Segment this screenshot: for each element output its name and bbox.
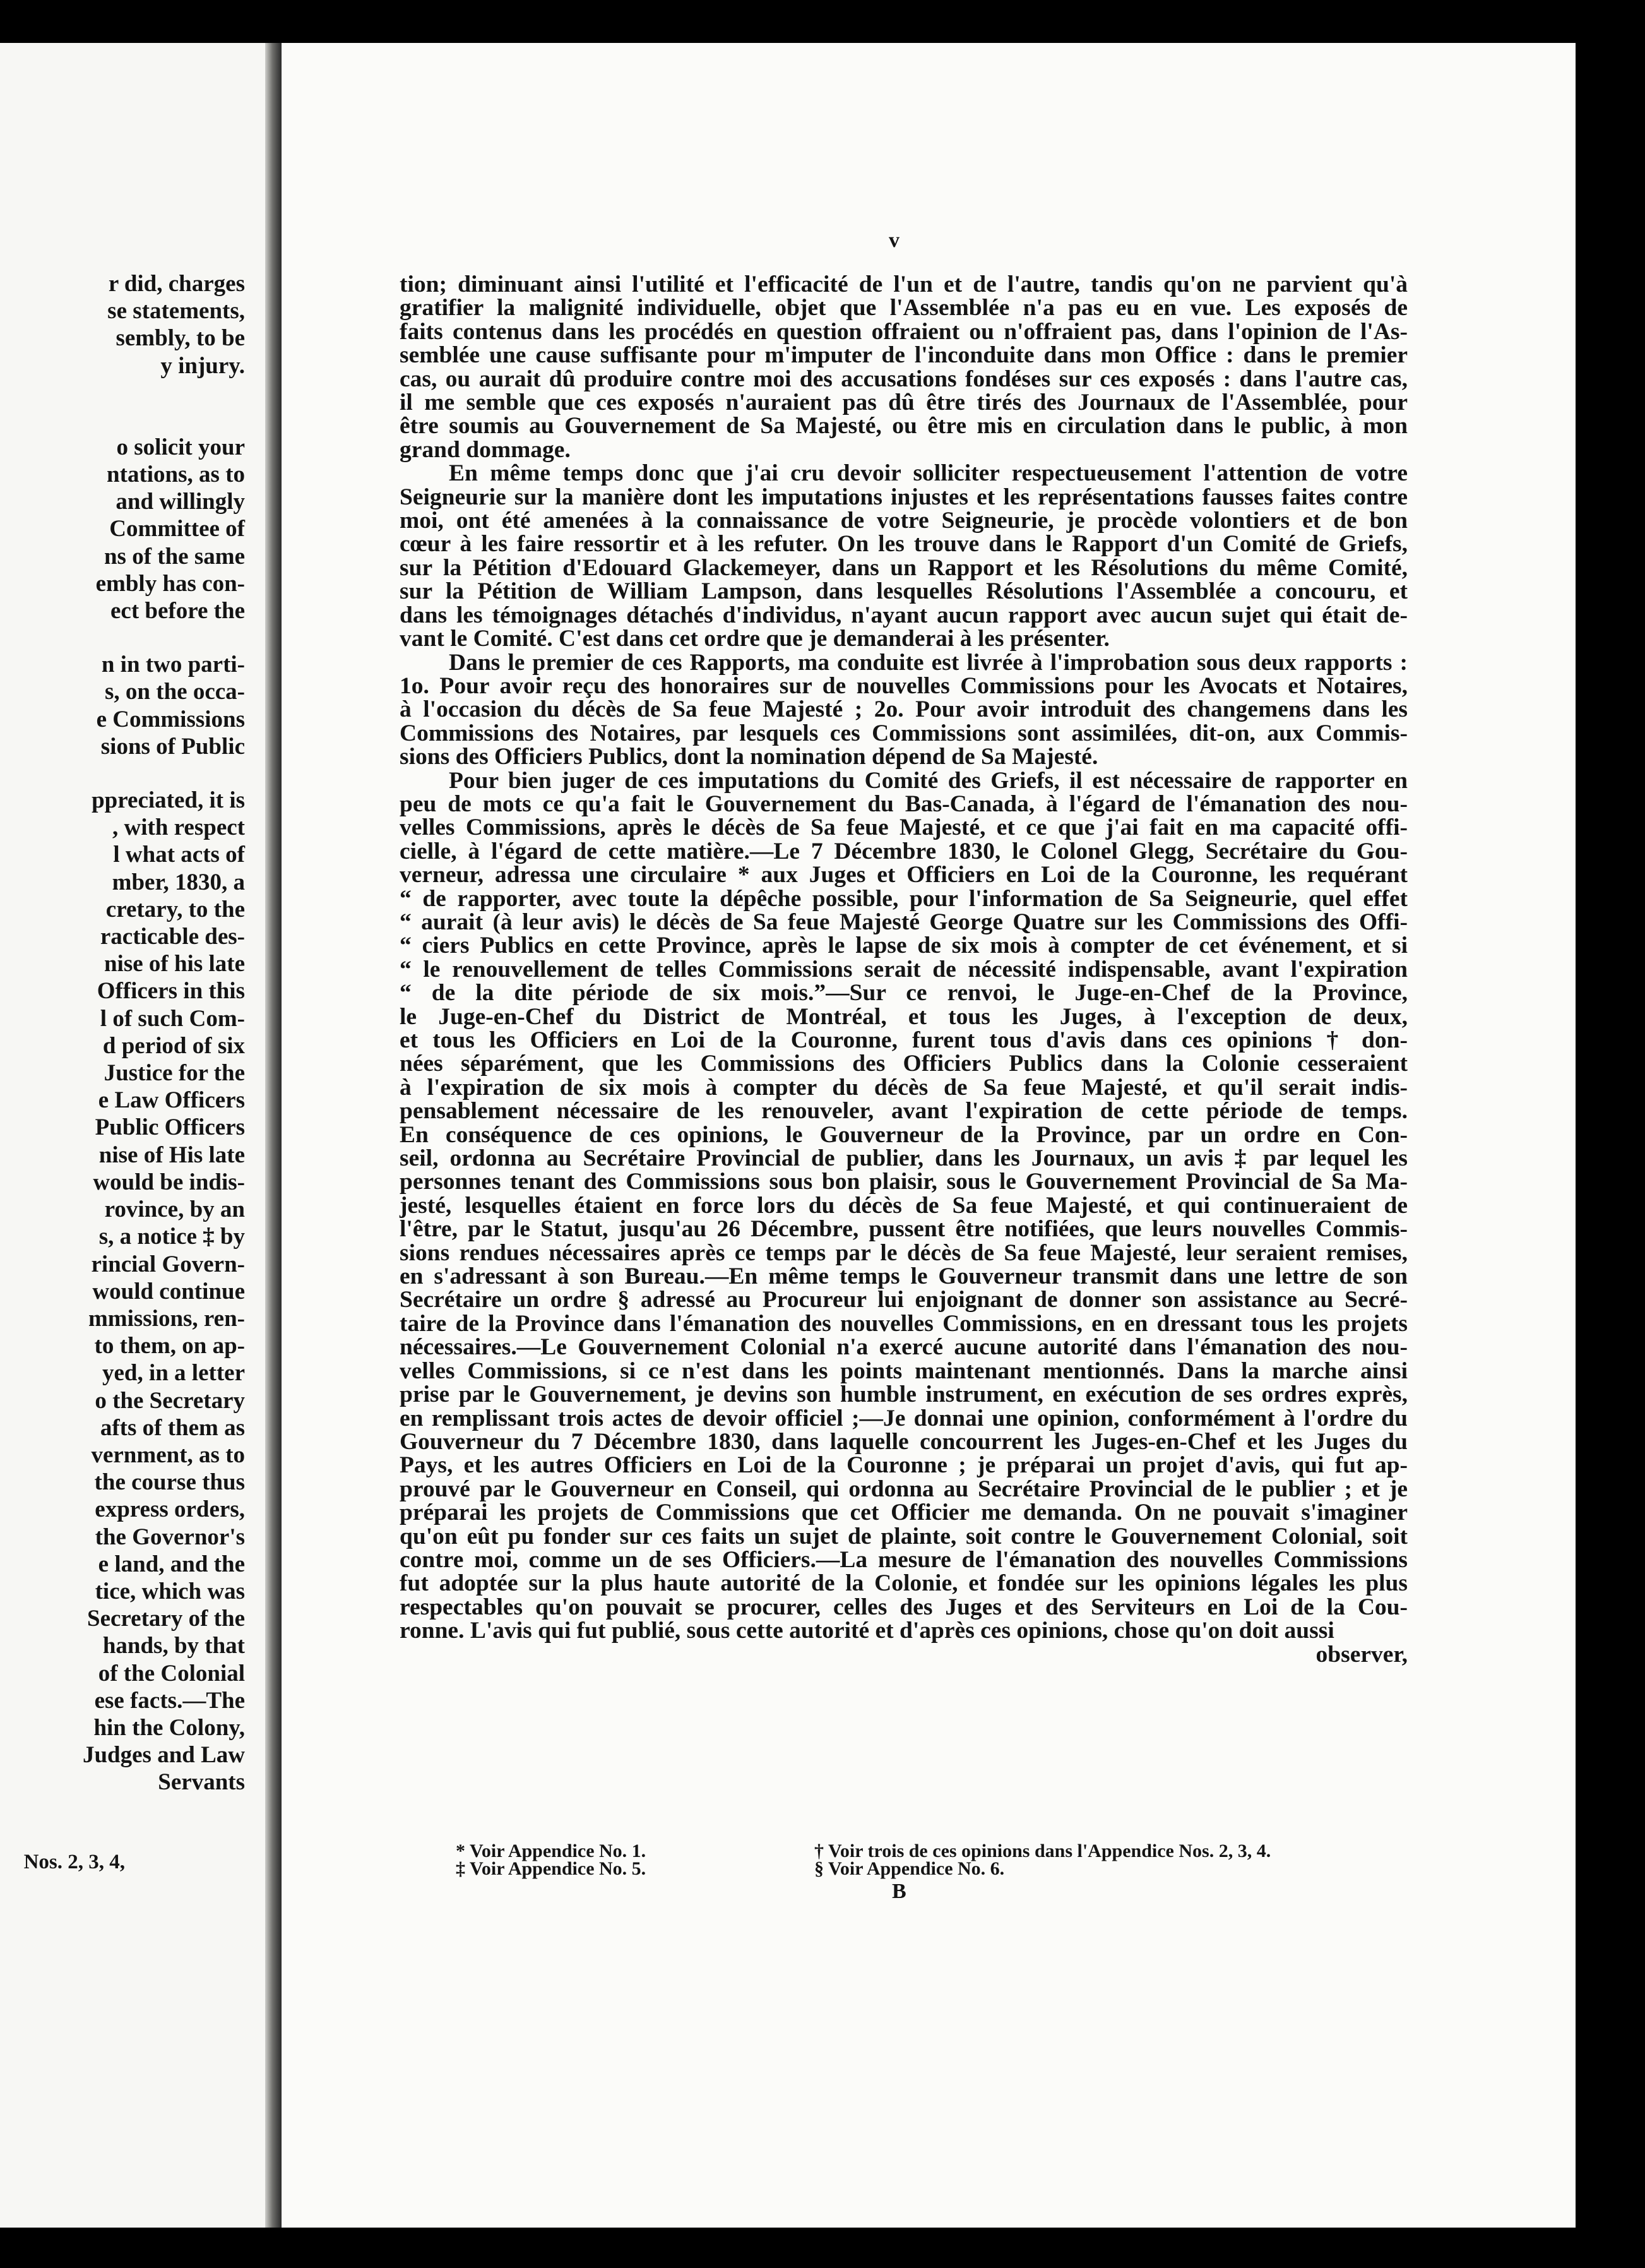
body-line: l'être, par le Statut, jusqu'au 26 Décembre, pussent être notifiées, que leurs nouvelles Commis- (400, 1216, 1408, 1243)
body-line: sions rendues nécessaires après ce temps par le décès de Sa feue Majesté, leur seraient remises, (400, 1239, 1408, 1266)
body-line: taire de la Province dans l'émanation des nouvelles Commissions, en en dressant tous les projets (400, 1310, 1408, 1337)
body-line: gratifier la malignité individuelle, objet que l'Assemblée n'a pas eu en vue. Les exposés de (400, 295, 1408, 321)
footnote: * Voir Appendice No. 1. (456, 1841, 646, 1861)
body-line: “ de rapporter, avec toute la dépêche possible, pour l'information de Sa Seigneurie, quel effet (400, 885, 1408, 912)
left-line: embly has con- (95, 570, 245, 597)
left-page-footnote: Nos. 2, 3, 4, (23, 1851, 125, 1873)
body-line: respectables qu'on pouvait se procurer, celles des Juges et des Serviteurs en Loi de la Cou- (400, 1594, 1408, 1620)
left-line: and willingly (116, 489, 245, 515)
footnote: ‡ Voir Appendice No. 5. (456, 1858, 646, 1879)
body-line: préparai les projets de Commissions que cet Officier me demanda. On ne pouvait s'imaginer (400, 1500, 1408, 1526)
footnotes-right (814, 1842, 1271, 1878)
left-page-fragment (0, 43, 265, 2228)
book-gutter (265, 43, 282, 2228)
left-line: the course thus (94, 1469, 245, 1496)
body-line: fut adoptée sur la plus haute autorité de la Colonie, et fondée sur les opinions légales les plus (400, 1570, 1408, 1597)
body-line: cielle, à l'égard de cette matière.—Le 7 Décembre 1830, le Colonel Glegg, Secrétaire du Gou- (400, 838, 1408, 864)
body-line: “ aurait (à leur avis) le décès de Sa feue Majesté George Quatre sur les Commissions des Offi- (400, 909, 1408, 935)
left-line: rincial Govern- (91, 1251, 245, 1277)
body-line: peu de mots ce qu'a fait le Gouvernement du Bas-Canada, à l'égard de l'émanation des nou- (400, 791, 1408, 817)
left-line: e Law Officers (98, 1087, 245, 1114)
body-line: en s'adressant à son Bureau.—En même temps le Gouverneur transmit dans une lettre de son (400, 1263, 1408, 1290)
body-line: qu'on eût pu fonder sur ces faits un sujet de plainte, soit contre le Gouvernement Colonial, soit (400, 1523, 1408, 1549)
left-line: ppreciated, it is (92, 787, 245, 814)
body-line: pensablement nécessaire de les renouveler, avant l'expiration de cette période de temps. (400, 1098, 1408, 1125)
body-line: Gouverneur du 7 Décembre 1830, dans laquelle concourrent les Juges-en-Chef et les Juges du (400, 1428, 1408, 1455)
left-line: Committee of (109, 516, 245, 542)
body-line: et tous les Officiers en Loi de la Couronne, furent tous d'avis dans ces opinions † don- (400, 1027, 1408, 1053)
left-line: s, a notice ‡ by (98, 1224, 245, 1250)
left-line: yed, in a letter (102, 1360, 245, 1387)
body-line: nées séparément, que les Commissions des Officiers Publics dans la Colonie cesseraient (400, 1051, 1408, 1077)
left-line: y injury. (160, 352, 245, 379)
body-line: le Juge-en-Chef du District de Montréal, et tous les Juges, à l'exception de deux, (400, 1003, 1408, 1030)
paragraph-gap (0, 379, 245, 434)
body-line: semblée une cause suffisante pour m'imputer de l'inconduite dans mon Office : dans le premier (400, 342, 1408, 369)
left-line: r did, charges (108, 271, 245, 297)
left-line: would continue (92, 1278, 245, 1304)
left-line: sembly, to be (116, 325, 245, 352)
body-line: sur la Pétition de William Lampson, dans lesquelles Résolutions l'Assemblée a concouru, et (400, 578, 1408, 605)
body-line: En même temps donc que j'ai cru devoir solliciter respectueusement l'attention de votre (449, 460, 1408, 487)
body-line: jesté, lesquelles étaient en force lors du décès de Sa feue Majesté, et qui continueraient de (400, 1192, 1408, 1219)
body-line: prouvé par le Gouverneur en Conseil, qui ordonna au Secrétaire Provincial de le publier ; et je (400, 1476, 1408, 1502)
left-line: afts of them as (100, 1414, 245, 1441)
left-line: s, on the occa- (105, 679, 245, 705)
left-line: tice, which was (95, 1578, 245, 1604)
body-text (400, 273, 1408, 1666)
body-line: cas, ou aurait dû produire contre moi des accusations fondéses sur ces exposés : dans l'autre cas, (400, 366, 1408, 392)
left-line: Judges and Law (82, 1742, 245, 1769)
paragraph-gap (0, 624, 245, 651)
body-line: observer, (1315, 1641, 1408, 1668)
left-line: l what acts of (113, 842, 245, 868)
left-line: the Governor's (95, 1524, 245, 1550)
body-line: En conséquence de ces opinions, le Gouverneur de la Province, par un ordre en Con- (400, 1121, 1408, 1148)
left-line: of the Colonial (98, 1660, 245, 1686)
page-number: v (889, 229, 900, 252)
left-line: o the Secretary (95, 1387, 245, 1414)
left-page-text (0, 270, 245, 1796)
body-line: Seigneurie sur la manière dont les imputations injustes et les représentations fausses faites contre (400, 484, 1408, 510)
left-line: se statements, (107, 298, 245, 325)
left-line: nise of his late (104, 951, 245, 977)
body-line: nécessaires.—Le Gouvernement Colonial n'a exercé aucune autorité dans l'émanation des nou- (400, 1334, 1408, 1361)
left-line: l of such Com- (100, 1005, 245, 1032)
body-line: verneur, adressa une circulaire * aux Juges et Officiers en Loi de la Couronne, les requérant (400, 862, 1408, 888)
left-line: n in two parti- (101, 652, 245, 678)
left-line: express orders, (95, 1496, 245, 1523)
body-line: cœur à les faire ressortir et à les refuter. On les trouve dans le Rapport d'un Comité de Griefs, (400, 531, 1408, 558)
left-line: vernment, as to (91, 1441, 245, 1468)
left-line: o solicit your (116, 434, 245, 460)
body-line: velles Commissions, après le décès de Sa feue Majesté, et ce que j'ai fait en ma capacité offi- (400, 815, 1408, 841)
left-line: Public Officers (95, 1114, 245, 1141)
body-line: “ de la dite période de six mois.”—Sur ce renvoi, le Juge-en-Chef de la Province, (400, 980, 1408, 1006)
left-line: d period of six (102, 1032, 245, 1059)
left-line: ect before the (110, 598, 245, 624)
body-line: Pays, et les autres Officiers en Loi de la Couronne ; je préparai un projet d'avis, qui fut ap- (400, 1452, 1408, 1479)
body-line: Pour bien juger de ces imputations du Comité des Griefs, il est nécessaire de rapporter en (449, 767, 1408, 794)
left-line: to them, on ap- (94, 1333, 245, 1359)
left-line: ntations, as to (107, 462, 245, 488)
body-line: 1o. Pour avoir reçu des honoraires sur de nouvelles Commissions pour les Avocats et Notaires, (400, 672, 1408, 699)
body-line: ronne. L'avis qui fut publié, sous cette autorité et d'après ces opinions, chose qu'on doit aussi (400, 1618, 1334, 1644)
left-line: e land, and the (98, 1551, 245, 1577)
left-line: cretary, to the (105, 896, 245, 922)
body-line: dans les témoignages détachés d'individus, n'ayant aucun rapport avec aucun sujet qui était de- (400, 602, 1408, 628)
body-line: en remplissant trois actes de devoir officiel ;—Je donnai une opinion, conformément à l'ordre du (400, 1405, 1408, 1431)
paragraph-gap (0, 760, 245, 787)
left-line: nise of His late (98, 1142, 245, 1168)
body-line: sions des Officiers Publics, dont la nomination dépend de Sa Majesté. (400, 744, 1098, 770)
left-line: would be indis- (93, 1169, 245, 1195)
left-line: Servants (158, 1769, 245, 1796)
body-line: être soumis au Gouvernement de Sa Majesté, ou être mis en circulation dans le public, à mon (400, 413, 1408, 439)
left-line: sions of Public (100, 733, 245, 760)
left-line: mber, 1830, a (112, 869, 245, 895)
body-line: grand dommage. (400, 436, 571, 463)
left-line: Secretary of the (87, 1606, 245, 1632)
left-line: mmissions, ren- (88, 1305, 245, 1332)
left-line: Justice for the (104, 1060, 245, 1087)
left-line: ns of the same (104, 543, 245, 570)
footnotes-left (456, 1842, 646, 1878)
left-line: Officers in this (97, 978, 245, 1005)
body-line: faits contenus dans les procédés en question offraient ou n'offraient pas, dans l'opinion de l'As- (400, 318, 1408, 345)
left-line: racticable des- (100, 924, 245, 950)
body-line: Commissions des Notaires, par lesquels ces Commissions sont assimilées, dit-on, aux Commis- (400, 720, 1408, 746)
body-line: moi, ont été amenées à la connaissance de votre Seigneurie, je procède volontiers et de bon (400, 508, 1408, 534)
left-line: hands, by that (102, 1633, 245, 1659)
left-line: rovince, by an (104, 1197, 245, 1223)
left-line: ese facts.—The (94, 1687, 245, 1714)
body-line: il me semble que ces exposés n'auraient pas dû être tirés des Journaux de l'Assemblée, pour (400, 390, 1408, 416)
body-line: à l'occasion du décès de Sa feue Majesté ; 2o. Pour avoir introduit des changemens dans les (400, 696, 1408, 723)
footnote: † Voir trois de ces opinions dans l'Appendice Nos. 2, 3, 4. (814, 1841, 1271, 1861)
body-line: personnes tenant des Commissions sous bon plaisir, sous le Gouvernement Provincial de Sa Ma- (400, 1169, 1408, 1195)
body-line: prise par le Gouvernement, je devins son humble instrument, en exécution de ses ordres exprès, (400, 1382, 1408, 1408)
body-line: Secrétaire un ordre § adressé au Procureur lui enjoignant de donner son assistance au Secré- (400, 1287, 1408, 1313)
body-line: “ ciers Publics en cette Province, après le lapse de six mois à compter de cet événement, et si (400, 933, 1408, 959)
body-line: vant le Comité. C'est dans cet ordre que je demanderai à les présenter. (400, 626, 1110, 652)
body-line: tion; diminuant ainsi l'utilité et l'efficacité de l'un et de l'autre, tandis qu'on ne parvient qu'à (400, 272, 1408, 297)
body-line: à l'expiration de six mois à compter du décès de Sa feue Majesté, et qu'il serait indis- (400, 1074, 1408, 1101)
footnote: § Voir Appendice No. 6. (814, 1858, 1005, 1879)
body-line: contre moi, comme un de ses Officiers.—La mesure de l'émanation des nouvelles Commissions (400, 1546, 1408, 1573)
body-line: “ le renouvellement de telles Commissions serait de nécessité indispensable, avant l'expiration (400, 956, 1408, 982)
left-line: , with respect (112, 815, 245, 841)
left-line: hin the Colony, (93, 1714, 245, 1741)
body-line: seil, ordonna au Secrétaire Provincial de publier, dans les Journaux, un avis ‡ par lequel les (400, 1145, 1408, 1172)
body-line: velles Commissions, si ce n'est dans les points maintenant mentionnés. Dans la marche ainsi (400, 1358, 1408, 1384)
left-line: e Commissions (96, 706, 245, 732)
signature-mark: B (892, 1880, 906, 1903)
body-line: Dans le premier de ces Rapports, ma conduite est livrée à l'improbation sous deux rapports : (449, 649, 1408, 676)
body-line: sur la Pétition d'Edouard Glackemeyer, dans un Rapport et les Résolutions du même Comité, (400, 554, 1408, 581)
